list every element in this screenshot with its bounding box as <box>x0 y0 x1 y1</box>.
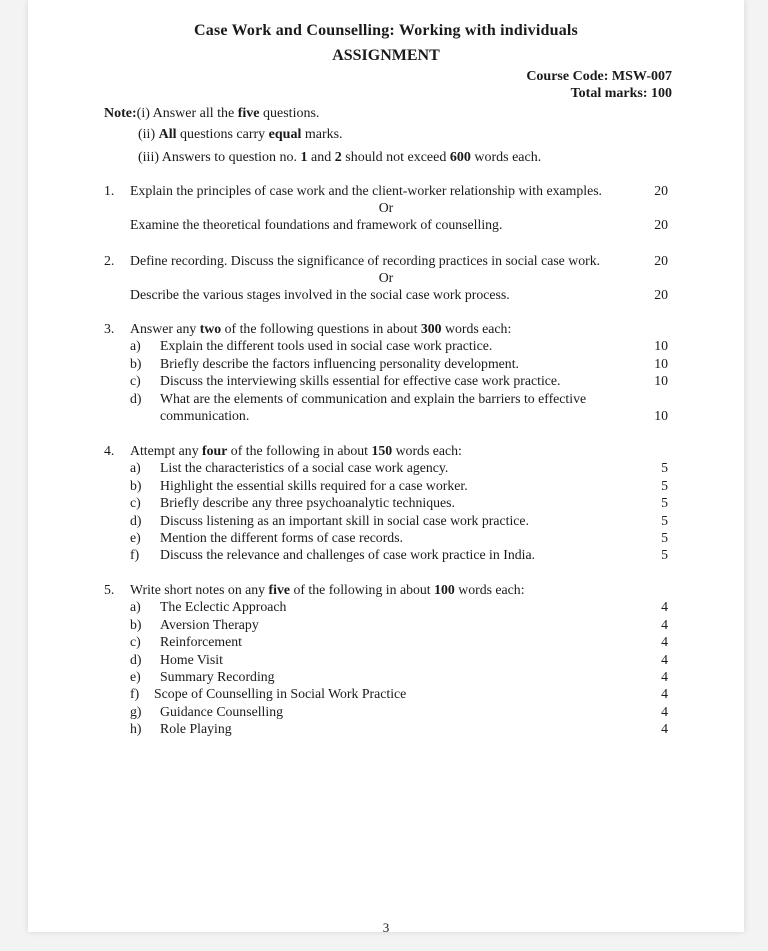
sub-question-text: Mention the different forms of case records. <box>160 529 404 545</box>
sub-question-label: h) <box>130 721 142 737</box>
sub-question <box>104 703 668 720</box>
sub-question-label: g) <box>130 703 142 719</box>
question-text: Define recording. Discuss the significance of recording practices in social case work. <box>130 253 601 268</box>
sub-question-label: c) <box>130 495 141 511</box>
sub-question <box>104 651 668 668</box>
sub-question-marks: 5 <box>661 477 668 493</box>
sub-question-label: e) <box>130 668 141 684</box>
sub-question <box>104 616 668 633</box>
sub-question-label: a) <box>130 599 141 615</box>
question-2 <box>104 252 668 304</box>
page-number: 3 <box>382 920 390 935</box>
question-5 <box>104 581 668 738</box>
sub-question-label: f) <box>130 547 140 563</box>
sub-question-label: b) <box>130 616 142 632</box>
sub-question <box>104 494 668 511</box>
sub-question <box>104 459 668 476</box>
document-subtitle: ASSIGNMENT <box>332 47 440 64</box>
sub-question-label: d) <box>130 512 142 528</box>
sub-question-marks: 5 <box>661 495 668 511</box>
question-marks: 20 <box>654 183 668 198</box>
question-3 <box>104 320 668 424</box>
question-number: 3. <box>104 321 115 336</box>
sub-question <box>104 512 668 529</box>
sub-question-text: Reinforcement <box>160 634 242 650</box>
sub-question <box>104 668 668 685</box>
sub-question <box>104 598 668 615</box>
sub-question <box>104 685 668 702</box>
question-marks: 20 <box>654 217 668 233</box>
question-number: 5. <box>104 582 115 597</box>
sub-question-marks: 5 <box>661 460 668 476</box>
question-row <box>104 252 668 269</box>
question-number: 4. <box>104 443 115 458</box>
sub-question-text: The Eclectic Approach <box>160 599 287 615</box>
sub-question-text: Home Visit <box>160 651 223 667</box>
sub-question <box>104 372 668 389</box>
question-row <box>104 216 668 233</box>
sub-question <box>104 337 668 354</box>
document-page <box>28 0 744 935</box>
sub-question-text: Summary Recording <box>160 668 275 684</box>
question-marks: 20 <box>654 287 668 303</box>
sub-question-marks: 4 <box>661 686 668 702</box>
document-title: Case Work and Counselling: Working with individuals <box>194 22 578 39</box>
sub-question-text: Role Playing <box>160 721 232 737</box>
or-separator: Or <box>378 200 394 216</box>
sub-question-marks: 4 <box>661 634 668 650</box>
question-1 <box>104 182 668 234</box>
sub-question-marks: 10 <box>654 373 668 389</box>
total-marks: Total marks: 100 <box>570 86 672 101</box>
sub-question-text: Explain the different tools used in social case work practice. <box>160 338 493 354</box>
sub-question-marks: 10 <box>654 407 668 423</box>
sub-question-marks: 4 <box>661 668 668 684</box>
question-row <box>104 286 668 303</box>
question-text: Explain the principles of case work and the client-worker relationship with examples. <box>130 183 603 198</box>
sub-question <box>104 546 668 563</box>
course-code: Course Code: MSW-007 <box>526 69 672 84</box>
sub-question-label: d) <box>130 390 142 406</box>
question-text: Describe the various stages involved in the social case work process. <box>130 287 510 303</box>
sub-question-marks: 5 <box>661 547 668 563</box>
sub-question-marks: 4 <box>661 721 668 737</box>
note-line-3: (iii) Answers to question no. 1 and 2 should not exceed 600 words each. <box>138 150 542 165</box>
sub-question-label: e) <box>130 529 141 545</box>
sub-question-text: What are the elements of communication and explain the barriers to effective <box>160 390 587 406</box>
sub-question-label: d) <box>130 651 142 667</box>
question-intro: 3. Answer any two of the following questions in about 300 words each: <box>104 321 512 336</box>
sub-question <box>104 477 668 494</box>
sub-question <box>104 529 668 546</box>
sub-question-text: communication. <box>160 407 250 423</box>
question-4 <box>104 442 668 564</box>
sub-question <box>104 633 668 650</box>
or-separator: Or <box>378 270 394 286</box>
sub-question-marks: 5 <box>661 512 668 528</box>
note-label: Note: <box>104 106 137 121</box>
course-info <box>526 68 672 102</box>
sub-question-label: b) <box>130 355 142 371</box>
question-marks: 20 <box>654 253 668 268</box>
sub-question <box>104 720 668 737</box>
sub-question-marks: 4 <box>661 703 668 719</box>
sub-question-marks: 10 <box>654 355 668 371</box>
sub-question-text: Scope of Counselling in Social Work Practice <box>154 686 407 702</box>
sub-question-continuation <box>104 407 668 424</box>
sub-question-marks: 4 <box>661 599 668 615</box>
sub-question-label: f) <box>130 686 140 702</box>
question-number: 1. <box>104 183 115 198</box>
sub-question-text: Highlight the essential skills required for a case worker. <box>160 477 468 493</box>
note-line-1: Note:(i) Answer all the five questions. <box>104 106 320 121</box>
question-intro: 4. Attempt any four of the following in about 150 words each: <box>104 443 462 458</box>
sub-question-text: Discuss the relevance and challenges of case work practice in India. <box>160 547 536 563</box>
sub-question-marks: 10 <box>654 338 668 354</box>
instructions-note <box>104 103 541 168</box>
sub-question-label: a) <box>130 460 141 476</box>
sub-question-marks: 5 <box>661 529 668 545</box>
sub-question-marks: 4 <box>661 616 668 632</box>
sub-question-marks: 4 <box>661 651 668 667</box>
sub-question-label: a) <box>130 338 141 354</box>
sub-question-text: Aversion Therapy <box>160 616 259 632</box>
sub-question-text: Guidance Counselling <box>160 703 283 719</box>
page-content <box>28 0 744 935</box>
question-number: 2. <box>104 253 115 268</box>
note-line-2: (ii) All questions carry equal marks. <box>138 127 343 142</box>
sub-question <box>104 390 668 407</box>
sub-question-text: Discuss the interviewing skills essential for effective case work practice. <box>160 373 561 389</box>
sub-question-label: c) <box>130 634 141 650</box>
sub-question-text: List the characteristics of a social case work agency. <box>160 460 449 476</box>
question-intro: 5. Write short notes on any five of the following in about 100 words each: <box>104 582 525 597</box>
sub-question-label: c) <box>130 373 141 389</box>
question-text: Examine the theoretical foundations and framework of counselling. <box>130 217 503 233</box>
question-row <box>104 182 668 199</box>
sub-question-label: b) <box>130 477 142 493</box>
sub-question-text: Discuss listening as an important skill in social case work practice. <box>160 512 529 528</box>
sub-question-text: Briefly describe the factors influencing personality development. <box>160 355 519 371</box>
sub-question <box>104 355 668 372</box>
sub-question-text: Briefly describe any three psychoanalytic techniques. <box>160 495 455 511</box>
